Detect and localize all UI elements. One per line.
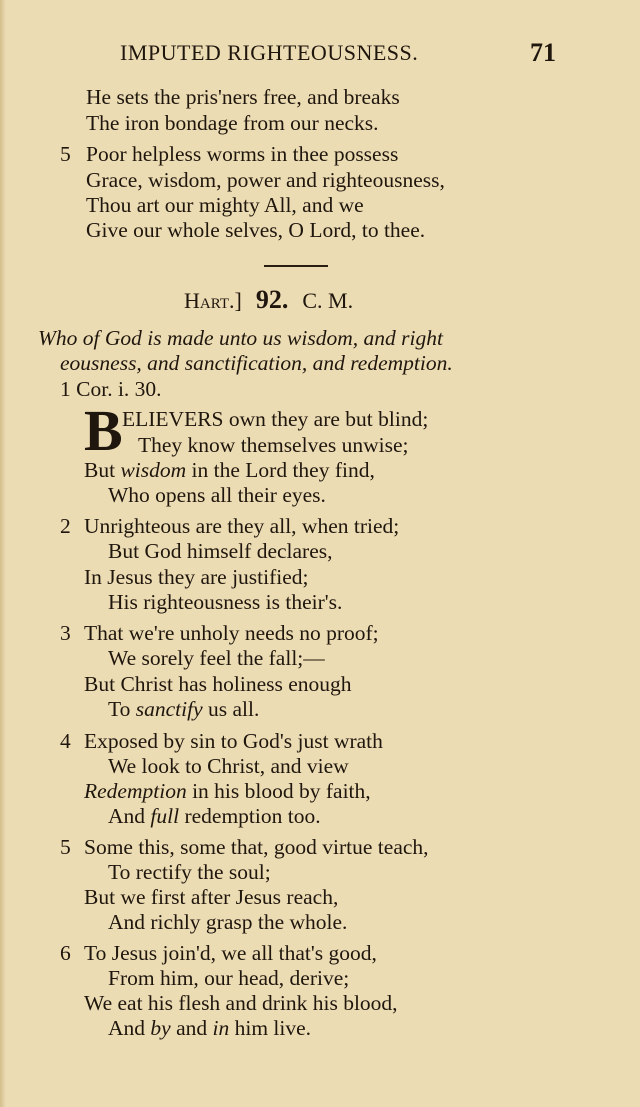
epigraph-line: Who of God is made unto us wisdom, and right — [38, 326, 443, 350]
epigraph-line: eousness, and sanctification, and redemption. — [60, 351, 453, 375]
verse-number: 6 — [60, 941, 71, 965]
verse-line: And full redemption too. — [108, 804, 321, 828]
verse-line: We sorely feel the fall;— — [108, 646, 325, 670]
verse-number: 5 — [60, 142, 71, 166]
scripture-reference: 1 Cor. i. 30. — [60, 377, 162, 401]
verse-line: To sanctify us all. — [108, 697, 260, 721]
page-number: 71 — [530, 38, 556, 67]
prev-hymn-line: Give our whole selves, O Lord, to thee. — [86, 218, 426, 242]
prev-hymn-line: Poor helpless worms in thee possess — [86, 142, 399, 166]
prev-hymn-line: He sets the pris'ners free, and breaks — [86, 85, 400, 109]
verse-line: His righteousness is their's. — [108, 590, 343, 614]
hymn-number: 92. — [255, 285, 289, 314]
verse-line: But wisdom in the Lord they find, — [84, 458, 375, 482]
prev-hymn-line: Grace, wisdom, power and righteousness, — [86, 168, 445, 192]
hymn-meter: C. M. — [302, 288, 354, 313]
verse-line: Who opens all their eyes. — [108, 483, 326, 507]
verse-line: That we're unholy needs no proof; — [84, 621, 379, 645]
verse-line: But we first after Jesus reach, — [84, 885, 339, 909]
verse-line: Exposed by sin to God's just wrath — [84, 729, 383, 753]
verse-number: 3 — [60, 621, 71, 645]
verse-line: In Jesus they are justified; — [84, 565, 309, 589]
verse-line: From him, our head, derive; — [108, 966, 350, 990]
verse-line: But Christ has holiness enough — [84, 672, 352, 696]
prev-hymn-line: The iron bondage from our necks. — [86, 111, 379, 135]
verse-line: We eat his flesh and drink his blood, — [84, 991, 398, 1015]
verse-line: But God himself declares, — [108, 539, 333, 563]
hymn-heading — [184, 285, 353, 315]
page-header — [0, 40, 640, 74]
verse-line: And by and in him live. — [108, 1016, 312, 1040]
verse-line: We look to Christ, and view — [108, 754, 349, 778]
section-divider — [264, 265, 328, 267]
page-edge-shadow — [0, 0, 6, 1107]
verse-line: Redemption in his blood by faith, — [84, 779, 371, 803]
verse-line: ELIEVERS own they are but blind; — [122, 407, 429, 431]
verse-line: To Jesus join'd, we all that's good, — [84, 941, 377, 965]
verse-line: And richly grasp the whole. — [108, 910, 348, 934]
verse-line: Some this, some that, good virtue teach, — [84, 835, 429, 859]
drop-cap: B — [84, 398, 123, 463]
verse-line: Unrighteous are they all, when tried; — [84, 514, 400, 538]
running-title: IMPUTED RIGHTEOUSNESS. — [120, 40, 419, 65]
prev-hymn-line: Thou art our mighty All, and we — [86, 193, 364, 217]
verse-line: They know themselves unwise; — [138, 433, 409, 457]
verse-number: 4 — [60, 729, 71, 753]
hymn-author: Hart.] — [184, 288, 242, 313]
verse-number: 2 — [60, 514, 71, 538]
verse-line: To rectify the soul; — [108, 860, 271, 884]
verse-number: 5 — [60, 835, 71, 859]
